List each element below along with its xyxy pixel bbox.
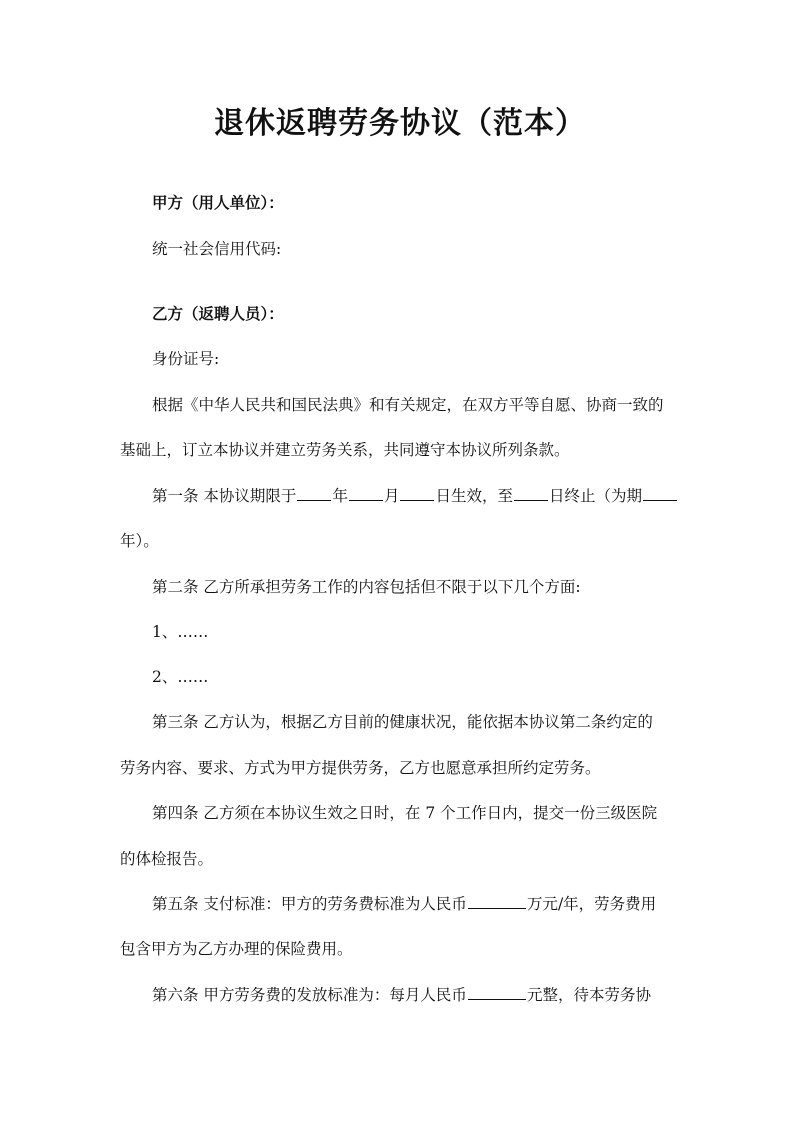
party-a-label: 甲方（用人单位）： [152, 193, 284, 212]
article-2: 第二条 乙方所承担劳务工作的内容包括但不限于以下几个方面: [152, 578, 581, 596]
article-4-line-2: 的体检报告。 [120, 850, 214, 868]
credit-code-label: 统一社会信用代码: [152, 240, 282, 258]
preamble-line-2: 基础上，订立本协议并建立劳务关系，共同遵守本协议所列条款。 [120, 441, 570, 459]
article-5-text-a: 第五条 支付标准：甲方的劳务费标准为人民币 [152, 895, 467, 913]
article-5-text-b: 万元/年，劳务费用 [526, 895, 657, 913]
article-3-line-1: 第三条 乙方认为，根据乙方目前的健康状况，能依据本协议第二条约定的 [152, 713, 653, 731]
blank-fee-monthly [468, 984, 526, 1000]
blank-fee-annual [468, 893, 526, 909]
article-1-text-a: 第一条 本协议期限于 [152, 487, 297, 505]
article-1-text-c: 月 [383, 487, 400, 505]
article-1-text-b: 年 [332, 487, 348, 505]
article-6-text-b: 元整，待本劳务协 [526, 986, 651, 1004]
article-4-line-1: 第四条 乙方须在本协议生效之日时，在 7 个工作日内，提交一份三级医院 [152, 804, 658, 822]
article-5-line-1 [152, 892, 656, 916]
blank-end-day [514, 485, 548, 501]
article-1-text-e: 日终止（为期 [548, 487, 642, 505]
blank-day [400, 485, 434, 501]
article-6-text-a: 第六条 甲方劳务费的发放标准为：每月人民币 [152, 986, 467, 1004]
list-item-1: 1、…… [152, 623, 209, 641]
article-1-line-2: 年）。 [120, 532, 159, 550]
list-item-2: 2、…… [152, 668, 209, 686]
preamble-line-1: 根据《中华人民共和国民法典》和有关规定，在双方平等自愿、协商一致的 [152, 396, 664, 414]
blank-term [643, 485, 677, 501]
blank-year [297, 485, 331, 501]
id-number-label: 身份证号: [152, 350, 220, 368]
article-5-line-2: 包含甲方为乙方办理的保险费用。 [120, 940, 353, 958]
party-b-label: 乙方（返聘人员）： [152, 304, 284, 323]
blank-month [349, 485, 383, 501]
article-6-line-1 [152, 983, 651, 1007]
article-1-line-1 [152, 484, 678, 508]
article-1-text-d: 日生效，至 [435, 487, 513, 505]
article-3-line-2: 劳务内容、要求、方式为甲方提供劳务，乙方也愿意承担所约定劳务。 [120, 759, 601, 777]
document-title: 退休返聘劳务协议（范本） [214, 106, 586, 141]
